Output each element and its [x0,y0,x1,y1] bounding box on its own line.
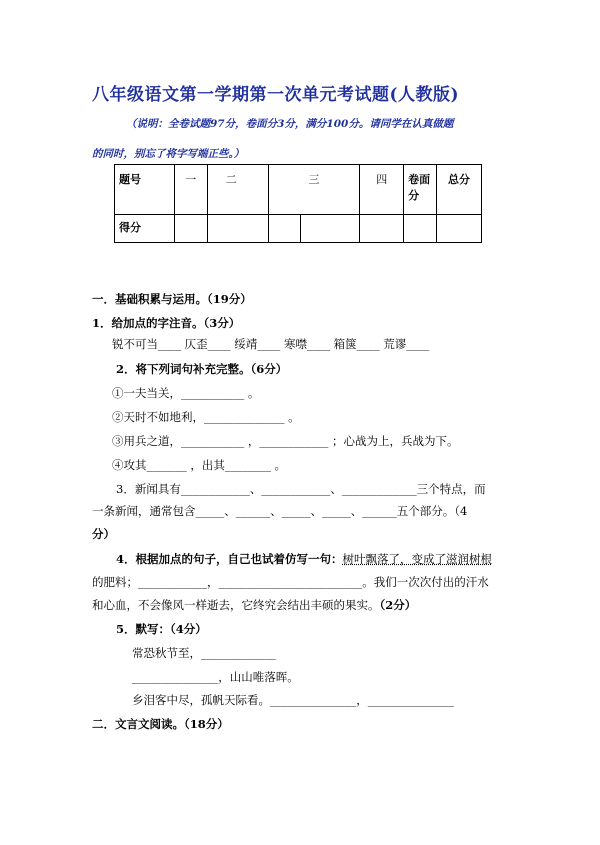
score-cell[interactable] [300,215,360,243]
header-cell: 三 [268,165,360,215]
question-4-head: 4．根据加点的句子，自己也试着仿写一句： [116,552,343,566]
question-2: 2．将下列词句补充完整。（6分） [116,362,288,376]
header-cell-text: 卷面 [408,173,431,186]
instructions-line-1: （说明：全卷试题97分，卷面分3分，满分100分。请同学在认真做题 [126,118,454,130]
question-2-d: ④攻其_______ ，出其________ 。 [112,458,287,472]
header-cell: 二 [207,165,268,215]
score-table [114,164,482,243]
question-4-points: （2分） [379,598,417,612]
question-1: 1．给加点的字注音。（3分） [92,316,241,330]
question-3-line-2: 一条新闻，通常包含_____、______、_____、_____、______五个部分。（4 [92,504,468,518]
score-cell[interactable] [360,215,404,243]
question-4-line-1 [116,551,492,567]
header-cell: 一 [174,165,207,215]
question-3-line-1: 3．新闻具有____________、____________、_____________三个特点，而 [116,482,486,496]
score-cell[interactable] [268,215,300,243]
row-label: 得分 [115,215,175,243]
question-4-text: 和心血，不会像风一样逝去，它终究会结出丰硕的果实。 [92,598,380,612]
header-cell: 题号 [115,165,175,215]
question-4-dotted-sentence: 树叶飘落了，变成了滋润树根 [342,552,492,566]
instructions-line-2: 的同时，别忘了将字写端正些。） [92,148,245,160]
question-5-c: 乡泪客中尽，孤帆天际看。_______________，_______________ [132,693,454,707]
header-cell-text: 分 [408,189,420,202]
section-1-heading: 一．基础积累与运用。（19分） [92,292,252,306]
question-5-b: _______________，山山唯落晖。 [132,670,299,684]
header-cell-paper [404,165,437,215]
question-4-line-2: 的肥料；____________，_________________________。我们一次次付出的汗水 [92,575,489,589]
score-cell[interactable] [404,215,437,243]
header-cell: 四 [360,165,404,215]
question-2-c: ③用兵之道，___________ ，____________ ；心战为上，兵战为下。 [112,434,459,448]
section-2-heading: 二．文言文阅读。（18分） [92,717,229,731]
question-3-line-3: 分） [92,527,115,541]
question-4-line-3 [92,597,416,613]
header-cell: 总分 [437,165,482,215]
question-1-words: 锐不可当____ 仄歪____ 绥靖____ 寒噤____ 箱箧____ 荒谬____ [112,337,430,351]
exam-title: 八年级语文第一学期第一次单元考试题(人教版) [92,85,460,105]
question-2-a: ①一夫当关，___________ 。 [112,386,260,400]
score-cell[interactable] [174,215,207,243]
question-2-b: ②天时不如地利，______________ 。 [112,410,300,424]
question-5: 5．默写：（4分） [116,622,207,636]
question-5-a: 常恐秋节至，_____________ [132,646,276,660]
score-cell[interactable] [437,215,482,243]
score-cell[interactable] [207,215,268,243]
